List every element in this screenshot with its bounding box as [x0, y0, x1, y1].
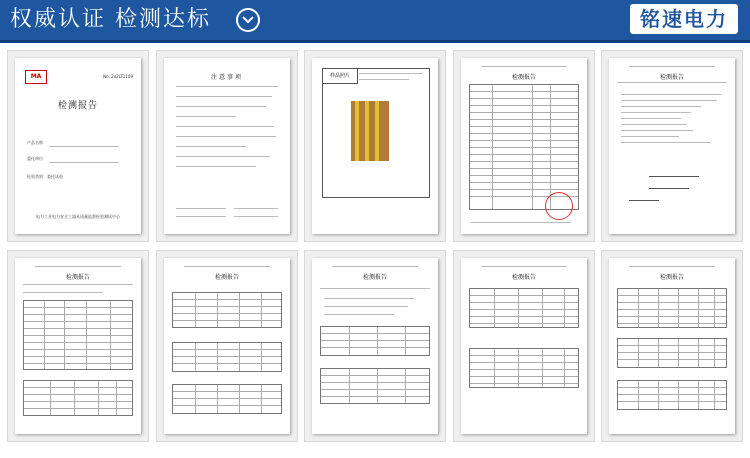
document-thumbnail-notes[interactable] — [156, 50, 298, 242]
document-thumbnail-report-7[interactable] — [601, 250, 743, 442]
brand-logo: 铭速电力 — [630, 4, 738, 34]
document-thumbnail-photo[interactable] — [304, 50, 446, 242]
cover-footer: 电力工业电力安全工器具质量监督检验测试中心 — [36, 214, 120, 219]
report-title: 检测报告 — [362, 274, 387, 281]
banner-title: 权威认证 检测达标 — [10, 7, 211, 32]
document-thumbnail-report-1[interactable] — [453, 50, 595, 242]
cover-title: 检测报告 — [57, 101, 98, 111]
seal-stamp-icon — [545, 192, 573, 220]
report-title: 检测报告 — [214, 274, 239, 281]
banner-divider — [0, 40, 750, 43]
document-thumbnail-cover[interactable] — [7, 50, 149, 242]
cma-logo-icon: MA — [25, 70, 47, 84]
cover-field-type: 检验类别：委托试验 — [27, 174, 63, 179]
report-title: 检测报告 — [511, 274, 536, 281]
report-number: No: 2o2LT1109 — [103, 74, 133, 79]
photo-label: 样品照片 — [323, 69, 358, 84]
document-thumbnail-report-6[interactable] — [453, 250, 595, 442]
report-title: 检测报告 — [511, 74, 536, 81]
sample-photo — [351, 101, 389, 161]
report-title: 检测报告 — [659, 274, 684, 281]
chevron-down-circle-icon[interactable] — [236, 8, 260, 32]
document-thumbnail-report-3[interactable] — [7, 250, 149, 442]
cover-field-product: 产品名称： — [27, 140, 47, 145]
notes-title: 注意事项 — [210, 74, 243, 81]
document-thumbnail-report-5[interactable] — [304, 250, 446, 442]
cover-field-client: 委托单位： — [27, 156, 47, 161]
document-thumbnail-report-4[interactable] — [156, 250, 298, 442]
header-banner — [0, 0, 750, 40]
report-title: 检测报告 — [65, 274, 90, 281]
report-title: 检测报告 — [659, 74, 684, 81]
sample-photo-frame — [322, 68, 430, 198]
document-thumbnail-report-2[interactable] — [601, 50, 743, 242]
